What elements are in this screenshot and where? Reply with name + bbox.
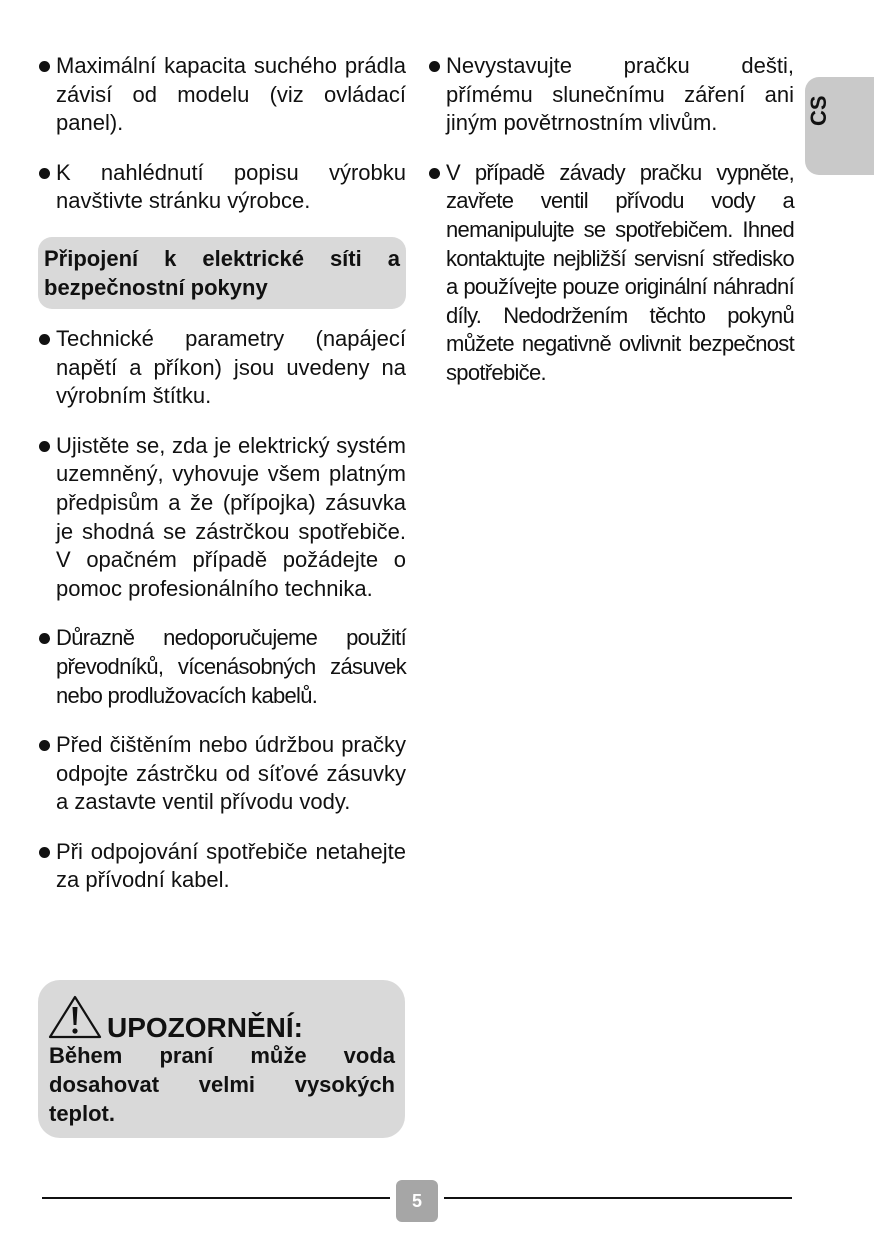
- bullet-text: Maximální kapacita suchého prádla závisí od modelu (viz ovládací panel).: [56, 53, 406, 136]
- language-tab-label: CS: [806, 95, 831, 126]
- bullet-text: V případě závady pračku vypněte, zavřete ventil přívodu vody a nemanipulujte se spotřebičem. Ihned kontaktujte nejbližší servisní středisko a používejte pouze originální náhradní díly. Nedodržením těchto pokynů můžete negativně ovlivnit bezpečnost spotřebiče.: [446, 159, 794, 385]
- left-column: [38, 52, 406, 916]
- section-heading: Připojení k elektrické síti a bezpečnostní pokyny: [38, 237, 406, 309]
- bullet-text: Důrazně nedoporučujeme použití převodníků, vícenásobných zásuvek nebo prodlužovacích kabelů.: [56, 625, 406, 708]
- bullet-text: K nahlédnutí popisu výrobku navštivte stránku výrobce.: [56, 159, 406, 214]
- language-tab: [805, 77, 874, 175]
- bullet-dot-icon: [39, 61, 50, 72]
- warning-box: [38, 980, 405, 1138]
- warning-text: Během praní může voda dosahovat velmi vysokých teplot.: [49, 1043, 395, 1126]
- bullet-text: Před čištěním nebo údržbou pračky odpojte zástrčku od síťové zásuvky a zastavte ventil přívodu vody.: [56, 732, 406, 815]
- bullet-item: [428, 159, 794, 388]
- warning-title-row: [48, 990, 303, 1043]
- bullet-item: [38, 624, 406, 710]
- bullet-item: [38, 838, 406, 895]
- bullet-text: Při odpojování spotřebiče netahejte za přívodní kabel.: [56, 838, 406, 893]
- page-number: 5: [396, 1180, 438, 1222]
- bullet-dot-icon: [39, 740, 50, 751]
- bullet-dot-icon: [429, 168, 440, 179]
- bullet-item: [38, 432, 406, 604]
- warning-triangle-icon: [48, 994, 102, 1040]
- bullet-dot-icon: [39, 441, 50, 452]
- bullet-dot-icon: [39, 168, 50, 179]
- bullet-item: [428, 52, 794, 138]
- right-column: [428, 52, 794, 409]
- footer-divider-right: [444, 1197, 792, 1199]
- warning-title: UPOZORNĚNÍ:: [107, 1012, 303, 1043]
- bullet-dot-icon: [39, 633, 50, 644]
- bullet-text: Technické parametry (napájecí napětí a příkon) jsou uvedeny na výrobním štítku.: [56, 325, 406, 409]
- bullet-item: [38, 731, 406, 817]
- bullet-text: Nevystavujte pračku dešti, přímému slunečnímu záření ani jiným povětrnostním vlivům.: [446, 53, 794, 136]
- bullet-dot-icon: [39, 847, 50, 858]
- bullet-dot-icon: [39, 334, 50, 345]
- footer-divider-left: [42, 1197, 390, 1199]
- bullet-item: [38, 325, 406, 411]
- bullet-item: [38, 159, 406, 216]
- bullet-item: [38, 52, 406, 138]
- bullet-dot-icon: [429, 61, 440, 72]
- bullet-text: Ujistěte se, zda je elektrický systém uzemněný, vyhovuje všem platným předpisům a že (přípojka) zásuvka je shodná se zástrčkou spotřebiče. V opačném případě požádejte o pomoc profesionálního technika.: [56, 432, 406, 601]
